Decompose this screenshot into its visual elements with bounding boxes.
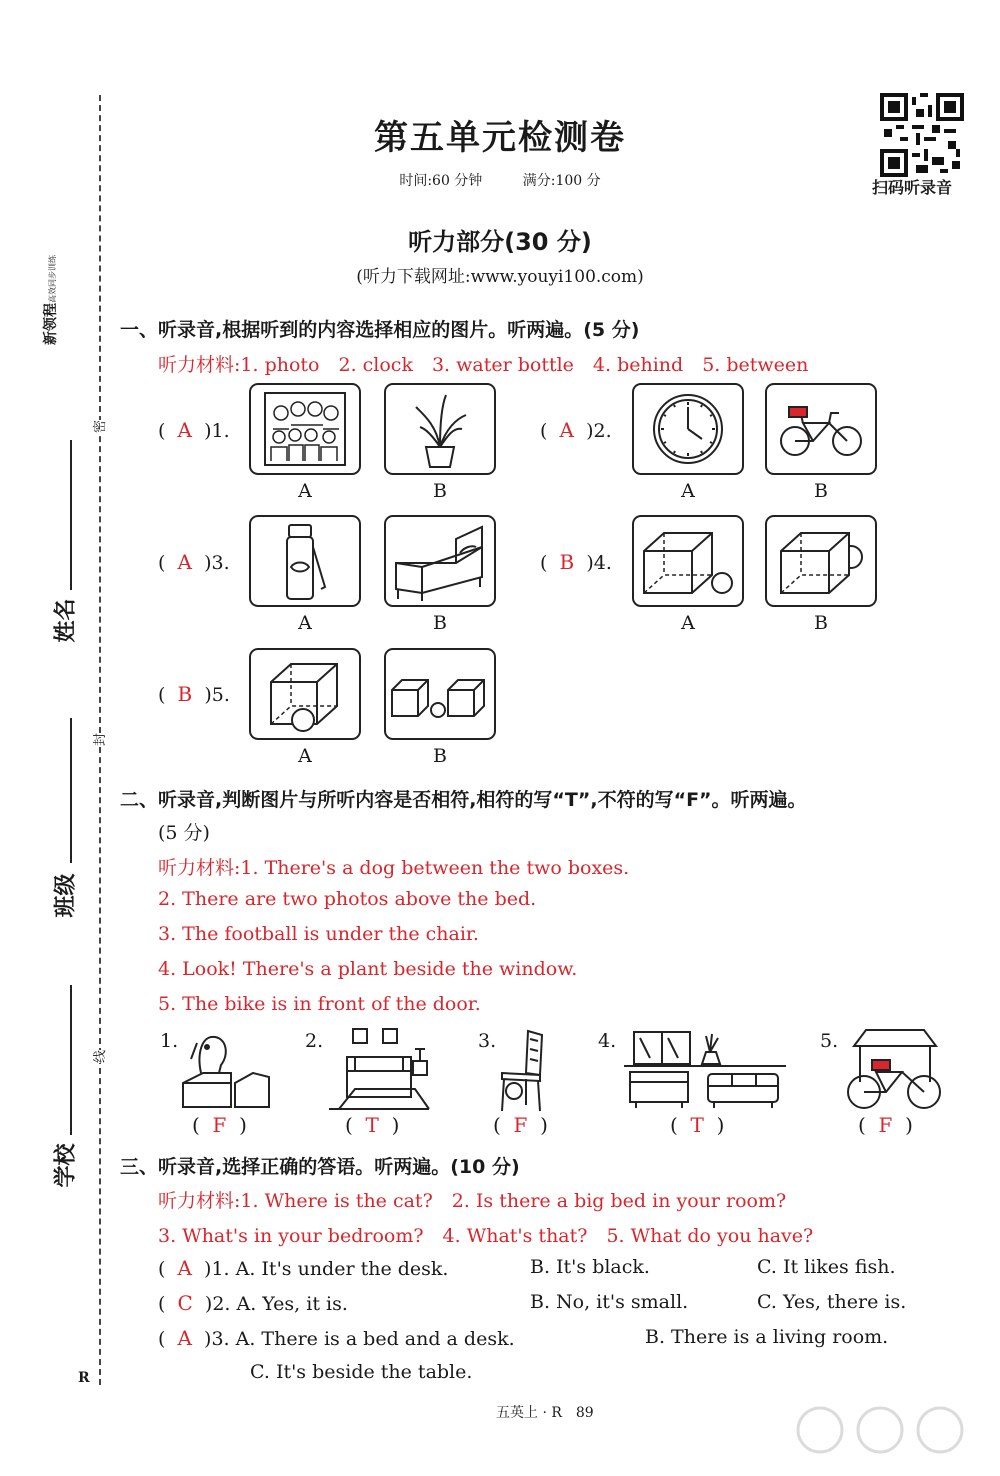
full-score: 满分:100 分 (522, 173, 601, 189)
section1-heading: 一、听录音,根据听到的内容选择相应的图片。听两遍。(5 分) (120, 319, 640, 341)
section2-heading: 二、听录音,判断图片与所听内容是否相符,相符的写“T”,不符的写“F”。听两遍。 (120, 789, 807, 811)
box-ball-under-picture[interactable] (249, 648, 361, 740)
section3-question-2: ( C )2. A. Yes, it is. (158, 1291, 348, 1315)
qr-code-icon[interactable] (880, 93, 964, 177)
cut-word-seal: 密 (87, 420, 110, 433)
answer-2: A (559, 418, 574, 442)
cut-word-closed: 封 (87, 733, 110, 746)
tf-answer-5: ( F ) (858, 1113, 913, 1137)
school-line[interactable] (70, 985, 72, 1135)
time-limit: 时间:60 分钟 (399, 173, 483, 189)
water-bottle-picture[interactable] (249, 515, 361, 607)
option-label-5b: B (433, 745, 447, 767)
section3-question-3: ( A )3. A. There is a bed and a desk. (158, 1326, 515, 1350)
option-label-5a: A (298, 745, 312, 767)
download-url: (听力下载网址:www.youyi100.com) (356, 267, 644, 287)
brand-logo: 新领程高效同步训练 (43, 255, 59, 345)
bed-picture[interactable] (384, 515, 496, 607)
class-line[interactable] (70, 718, 72, 863)
section2-material-3: 3. The football is under the chair. (158, 923, 479, 945)
section2-heading-score: (5 分) (158, 822, 210, 844)
photo-picture[interactable] (249, 383, 361, 475)
option-label-2a: A (681, 480, 695, 502)
section3-material-1: 听力材料:1. Where is the cat? 2. Is there a big bed in your room? (158, 1190, 787, 1212)
section3-q3-option-c: C. It's beside the table. (250, 1361, 473, 1383)
picture-number-1: 1. (160, 1030, 179, 1052)
picture-number-4: 4. (598, 1030, 617, 1052)
part-title: 听力部分(30 分) (408, 228, 592, 256)
dog-boxes-picture[interactable] (175, 1025, 275, 1119)
picture-number-2: 2. (305, 1030, 324, 1052)
bike-picture[interactable] (765, 383, 877, 475)
option-label-4b: B (814, 612, 828, 634)
section3-q2-option-b: B. No, it's small. (530, 1291, 689, 1313)
tf-answer-1: ( F ) (192, 1113, 247, 1137)
section2-material-2: 2. There are two photos above the bed. (158, 888, 537, 910)
question-5-number: ( B )5. (158, 682, 230, 706)
question-3-number: ( A )3. (158, 550, 230, 574)
exam-info (0, 170, 1000, 190)
section3-question-1: ( A )1. A. It's under the desk. (158, 1256, 449, 1280)
watermark-logo (790, 1400, 990, 1470)
bedroom-picture[interactable] (325, 1025, 435, 1119)
picture-number-5: 5. (820, 1030, 839, 1052)
class-field-label: 班级 (53, 873, 79, 918)
option-label-1a: A (298, 480, 312, 502)
boxes-ball-between-picture[interactable] (384, 648, 496, 740)
option-label-3a: A (298, 612, 312, 634)
picture-number-3: 3. (478, 1030, 497, 1052)
qr-label: 扫码听录音 (872, 178, 953, 197)
answer-4: B (559, 550, 575, 574)
name-field-label: 姓名 (53, 598, 79, 643)
cut-word-line: 线 (87, 1050, 110, 1063)
section3-q1-option-b: B. It's black. (530, 1256, 650, 1278)
name-line[interactable] (70, 440, 72, 590)
tf-answer-2: ( T ) (345, 1113, 400, 1137)
tf-answer-4: ( T ) (670, 1113, 725, 1137)
section2-material-1: 听力材料:1. There's a dog between the two boxes. (158, 857, 630, 879)
tf-answer-3: ( F ) (493, 1113, 548, 1137)
box-ball-front-picture[interactable] (632, 515, 744, 607)
footer-edition-mark: R (78, 1370, 90, 1386)
section3-material-2: 3. What's in your bedroom? 4. What's that? 5. What do you have? (158, 1225, 814, 1247)
section3-q1-option-c: C. It likes fish. (757, 1256, 896, 1278)
question-4-number: ( B )4. (540, 550, 612, 574)
clock-picture[interactable] (632, 383, 744, 475)
plant-picture[interactable] (384, 383, 496, 475)
section3-q3-option-b: B. There is a living room. (645, 1326, 889, 1348)
section3-heading: 三、听录音,选择正确的答语。听两遍。(10 分) (120, 1156, 520, 1178)
answer-5: B (177, 682, 193, 706)
section3-q2-option-c: C. Yes, there is. (757, 1291, 907, 1313)
chair-ball-picture[interactable] (492, 1025, 562, 1119)
bike-door-picture[interactable] (840, 1022, 950, 1116)
option-label-2b: B (814, 480, 828, 502)
option-label-3b: B (433, 612, 447, 634)
answer-3: A (177, 550, 192, 574)
living-room-window-picture[interactable] (620, 1022, 790, 1116)
question-2-number: ( A )2. (540, 418, 612, 442)
box-ball-behind-picture[interactable] (765, 515, 877, 607)
answer-1: A (177, 418, 192, 442)
page-title: 第五单元检测卷 (374, 118, 626, 158)
section2-material-5: 5. The bike is in front of the door. (158, 993, 481, 1015)
question-1-number: ( A )1. (158, 418, 230, 442)
section2-material-4: 4. Look! There's a plant beside the window. (158, 958, 578, 980)
page-footer: 五英上 · R 89 (496, 1405, 594, 1421)
option-label-4a: A (681, 612, 695, 634)
section1-material: 听力材料:1. photo 2. clock 3. water bottle 4. behind 5. between (158, 354, 809, 376)
school-field-label: 学校 (53, 1143, 79, 1188)
option-label-1b: B (433, 480, 447, 502)
